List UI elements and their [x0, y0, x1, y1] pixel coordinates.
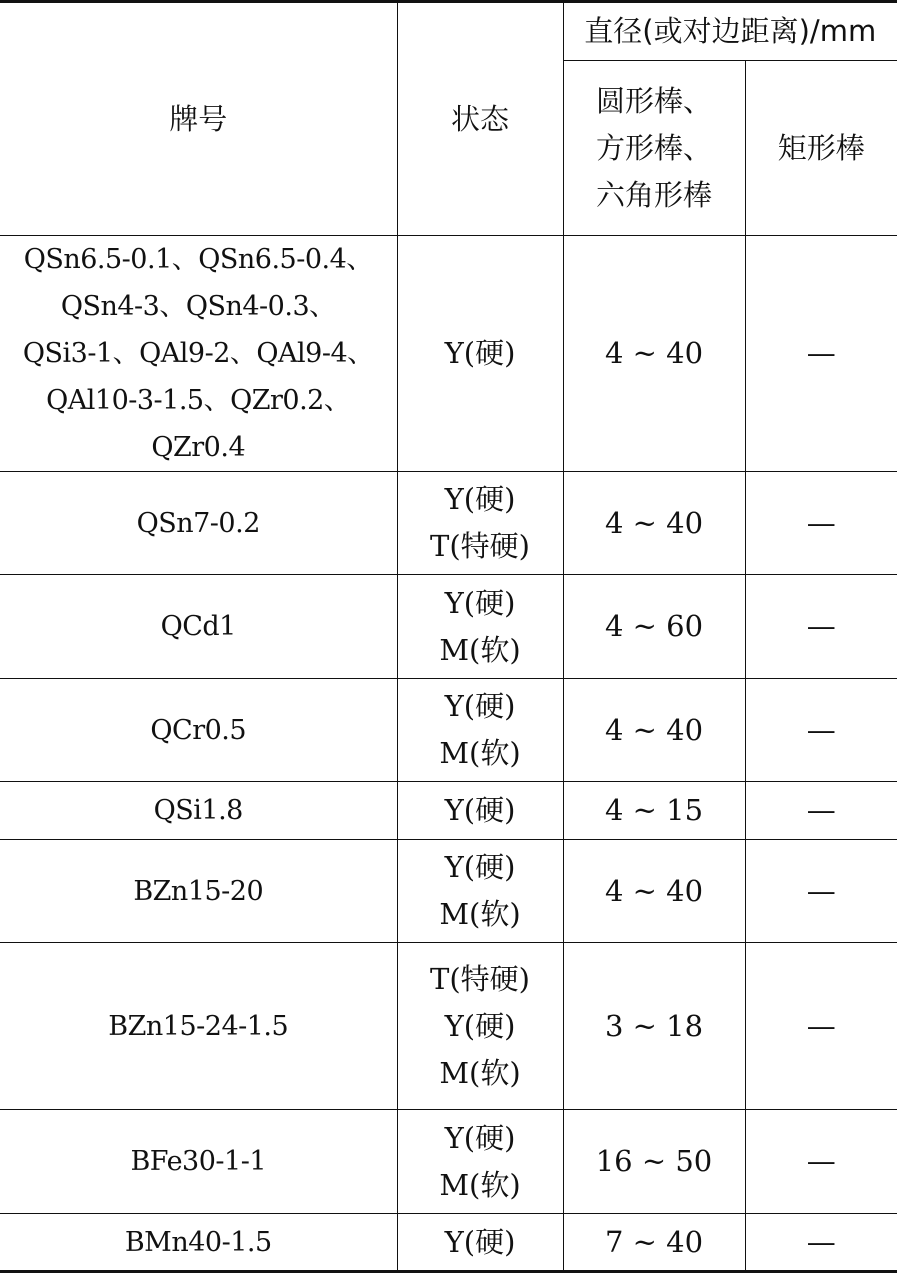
- grade-line: QCr0.5: [150, 714, 247, 746]
- cell-state: [397, 679, 563, 782]
- cell-state: [397, 943, 563, 1110]
- cell-rect-bar-range: —: [745, 840, 897, 943]
- cell-rect-bar-range: —: [745, 236, 897, 472]
- grade-line: BZn15-20: [133, 875, 264, 907]
- cell-grade: [0, 575, 397, 679]
- cell-round-bar-range: 16 ~ 50: [563, 1110, 745, 1214]
- cell-round-bar-range: 4 ~ 40: [563, 840, 745, 943]
- table-row: [0, 840, 897, 943]
- grade-line: QAl10-3-1.5、QZr0.2、QZr0.4: [46, 385, 351, 463]
- header-round-bar-line: 方形棒、: [595, 130, 712, 165]
- cell-grade: [0, 840, 397, 943]
- state-line: Y(硬): [444, 1008, 516, 1043]
- cell-round-bar-range: 7 ~ 40: [563, 1214, 745, 1272]
- cell-round-bar-range: 4 ~ 40: [563, 472, 745, 575]
- state-line: Y(硬): [444, 1120, 516, 1155]
- cell-state: [397, 575, 563, 679]
- table-row: [0, 472, 897, 575]
- table-body: [0, 2, 897, 1272]
- cell-grade: [0, 1110, 397, 1214]
- header-grade: 牌号: [0, 2, 397, 236]
- grade-line: BMn40-1.5: [124, 1226, 272, 1258]
- grade-line: QSn4-3、QSn4-0.3、: [60, 291, 336, 322]
- cell-grade: [0, 782, 397, 840]
- state-line: Y(硬): [444, 482, 516, 516]
- header-state: 状态: [397, 2, 563, 236]
- header-row-1: [0, 2, 897, 61]
- state-line: Y(硬): [444, 689, 516, 723]
- cell-state: [397, 840, 563, 943]
- cell-grade: [0, 236, 397, 472]
- cell-state: [397, 782, 563, 840]
- header-diameter: 直径(或对边距离)/mm: [563, 2, 897, 61]
- header-rect-bar: 矩形棒: [745, 61, 897, 236]
- cell-state: [397, 472, 563, 575]
- table-row: [0, 679, 897, 782]
- cell-round-bar-range: 4 ~ 40: [563, 679, 745, 782]
- state-line: T(特硬): [430, 529, 530, 563]
- table-row: [0, 236, 897, 472]
- cell-rect-bar-range: —: [745, 943, 897, 1110]
- cell-rect-bar-range: —: [745, 1214, 897, 1272]
- state-line: M(软): [439, 736, 521, 770]
- grade-line: QCd1: [160, 611, 236, 642]
- cell-grade: [0, 1214, 397, 1272]
- grade-line: QSi3-1、QAl9-2、QAl9-4、: [22, 338, 374, 369]
- cell-round-bar-range: 4 ~ 60: [563, 575, 745, 679]
- cell-rect-bar-range: —: [745, 575, 897, 679]
- cell-round-bar-range: 4 ~ 15: [563, 782, 745, 840]
- state-line: Y(硬): [444, 336, 516, 370]
- state-line: M(软): [439, 1055, 521, 1090]
- table-row: [0, 1110, 897, 1214]
- state-line: Y(硬): [444, 850, 516, 884]
- cell-round-bar-range: 4 ~ 40: [563, 236, 745, 472]
- state-line: Y(硬): [444, 793, 516, 827]
- cell-rect-bar-range: —: [745, 782, 897, 840]
- header-round-bar-line: 六角形棒: [595, 177, 712, 212]
- state-line: M(软): [439, 897, 521, 931]
- table-row: [0, 782, 897, 840]
- grade-line: BFe30-1-1: [130, 1146, 267, 1177]
- cell-rect-bar-range: —: [745, 1110, 897, 1214]
- state-line: Y(硬): [444, 1224, 516, 1259]
- table-row: [0, 575, 897, 679]
- header-round-bar-line: 圆形棒、: [595, 83, 712, 118]
- table-row: [0, 943, 897, 1110]
- state-line: Y(硬): [444, 585, 516, 620]
- cell-grade: [0, 472, 397, 575]
- cell-state: [397, 1110, 563, 1214]
- state-line: M(软): [439, 1167, 521, 1202]
- cell-state: [397, 1214, 563, 1272]
- cell-rect-bar-range: —: [745, 472, 897, 575]
- cell-round-bar-range: 3 ~ 18: [563, 943, 745, 1110]
- grade-line: BZn15-24-1.5: [108, 1010, 289, 1042]
- table-row: [0, 1214, 897, 1272]
- state-line: M(软): [439, 632, 521, 667]
- cell-rect-bar-range: —: [745, 679, 897, 782]
- grade-line: QSn7-0.2: [136, 507, 260, 539]
- cell-grade: [0, 943, 397, 1110]
- grade-line: QSi1.8: [153, 795, 243, 826]
- state-line: T(特硬): [430, 961, 530, 996]
- cell-state: [397, 236, 563, 472]
- grade-line: QSn6.5-0.1、QSn6.5-0.4、: [23, 244, 373, 275]
- cell-grade: [0, 679, 397, 782]
- header-round-bar: [563, 61, 745, 236]
